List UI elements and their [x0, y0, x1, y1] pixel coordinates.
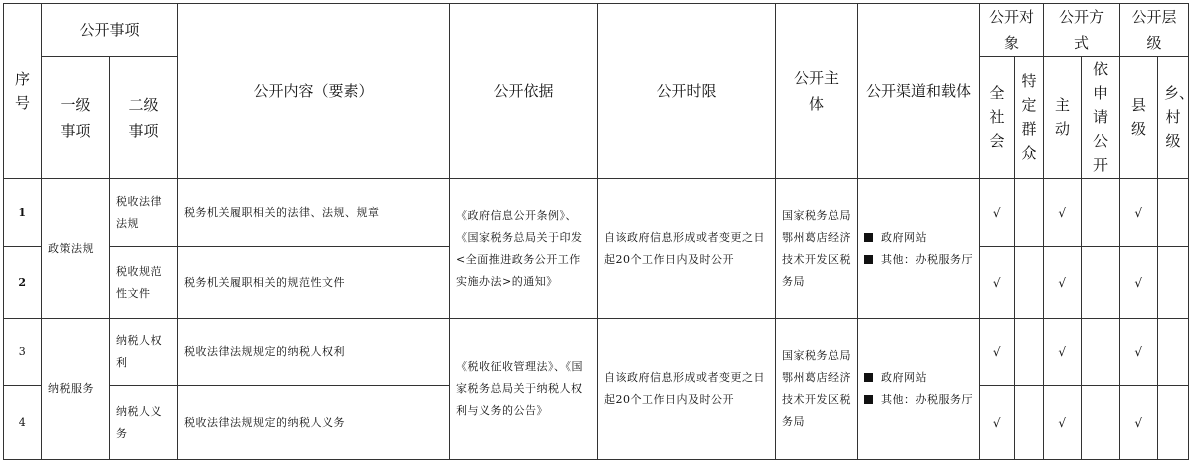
- bullet-square-icon: [864, 233, 873, 242]
- row-subject: 国家税务总局鄂州葛店经济技术开发区税务局: [776, 319, 858, 460]
- row-content: 税收法律法规规定的纳税人权利: [178, 319, 450, 386]
- channel-line-2: 其他：办税服务厅: [864, 249, 973, 271]
- cell-tier-village: [1158, 386, 1189, 460]
- header-tier-county: 县级: [1120, 57, 1158, 179]
- row-level2: 纳税人义务: [110, 386, 178, 460]
- header-seq: 序号: [4, 4, 42, 179]
- cell-target-group: [1015, 386, 1044, 460]
- header-target: 公开对象: [980, 4, 1044, 57]
- row-seq: 4: [4, 386, 42, 460]
- cell-tier-county: √: [1120, 319, 1158, 386]
- header-tier-village: 乡、村级: [1158, 57, 1189, 179]
- row-level2: 税收规范性文件: [110, 247, 178, 319]
- row-content: 税务机关履职相关的规范性文件: [178, 247, 450, 319]
- cell-mode-active: √: [1044, 179, 1082, 247]
- header-target-group: 特定群众: [1015, 57, 1044, 179]
- cell-mode-active: √: [1044, 247, 1082, 319]
- row-channel: [858, 319, 980, 460]
- header-basis: 公开依据: [450, 4, 598, 179]
- disclosure-table: [3, 3, 1194, 460]
- row-channel: [858, 179, 980, 319]
- channel-line-2: 其他：办税服务厅: [864, 389, 973, 411]
- row-subject: 国家税务总局鄂州葛店经济技术开发区税务局: [776, 179, 858, 319]
- channel-line-1: 政府网站: [864, 367, 973, 389]
- header-level2: 二级事项: [110, 57, 178, 179]
- row-basis: 《政府信息公开条例》、《国家税务总局关于印发<全面推进政务公开工作实施办法>的通知》: [450, 179, 598, 319]
- table-row: [4, 319, 1189, 386]
- row-content: 税务机关履职相关的法律、法规、规章: [178, 179, 450, 247]
- cell-tier-county: √: [1120, 179, 1158, 247]
- cell-target-all: √: [980, 179, 1015, 247]
- header-tier: 公开层级: [1120, 4, 1189, 57]
- cell-target-group: [1015, 319, 1044, 386]
- header-level1: 一级事项: [42, 57, 110, 179]
- header-content: 公开内容（要素）: [178, 4, 450, 179]
- header-subject: 公开主体: [776, 4, 858, 179]
- bullet-square-icon: [864, 395, 873, 404]
- cell-mode-active: √: [1044, 386, 1082, 460]
- channel-line-1: 政府网站: [864, 227, 973, 249]
- row-seq: 1: [4, 179, 42, 247]
- header-mode-apply: 依申请公开: [1082, 57, 1120, 179]
- table-row: [4, 179, 1189, 247]
- row-level2: 纳税人权利: [110, 319, 178, 386]
- header-mode: 公开方式: [1044, 4, 1120, 57]
- bullet-square-icon: [864, 255, 873, 264]
- header-deadline: 公开时限: [598, 4, 776, 179]
- row-deadline: 自该政府信息形成或者变更之日起20个工作日内及时公开: [598, 319, 776, 460]
- row-basis: 《税收征收管理法》、《国家税务总局关于纳税人权利与义务的公告》: [450, 319, 598, 460]
- header-matter: 公开事项: [42, 4, 178, 57]
- row-deadline: 自该政府信息形成或者变更之日起20个工作日内及时公开: [598, 179, 776, 319]
- cell-target-all: √: [980, 386, 1015, 460]
- cell-target-group: [1015, 247, 1044, 319]
- cell-target-all: √: [980, 319, 1015, 386]
- row-level1: 纳税服务: [42, 319, 110, 460]
- cell-mode-apply: [1082, 247, 1120, 319]
- cell-mode-apply: [1082, 179, 1120, 247]
- header-target-all: 全社会: [980, 57, 1015, 179]
- row-seq: 2: [4, 247, 42, 319]
- row-level1: 政策法规: [42, 179, 110, 319]
- cell-target-all: √: [980, 247, 1015, 319]
- row-content: 税收法律法规规定的纳税人义务: [178, 386, 450, 460]
- cell-mode-apply: [1082, 319, 1120, 386]
- cell-mode-active: √: [1044, 319, 1082, 386]
- cell-tier-county: √: [1120, 247, 1158, 319]
- cell-tier-village: [1158, 319, 1189, 386]
- header-channel: 公开渠道和载体: [858, 4, 980, 179]
- cell-mode-apply: [1082, 386, 1120, 460]
- cell-target-group: [1015, 179, 1044, 247]
- cell-tier-county: √: [1120, 386, 1158, 460]
- cell-tier-village: [1158, 247, 1189, 319]
- row-seq: 3: [4, 319, 42, 386]
- header-mode-active: 主动: [1044, 57, 1082, 179]
- row-level2: 税收法律法规: [110, 179, 178, 247]
- bullet-square-icon: [864, 373, 873, 382]
- cell-tier-village: [1158, 179, 1189, 247]
